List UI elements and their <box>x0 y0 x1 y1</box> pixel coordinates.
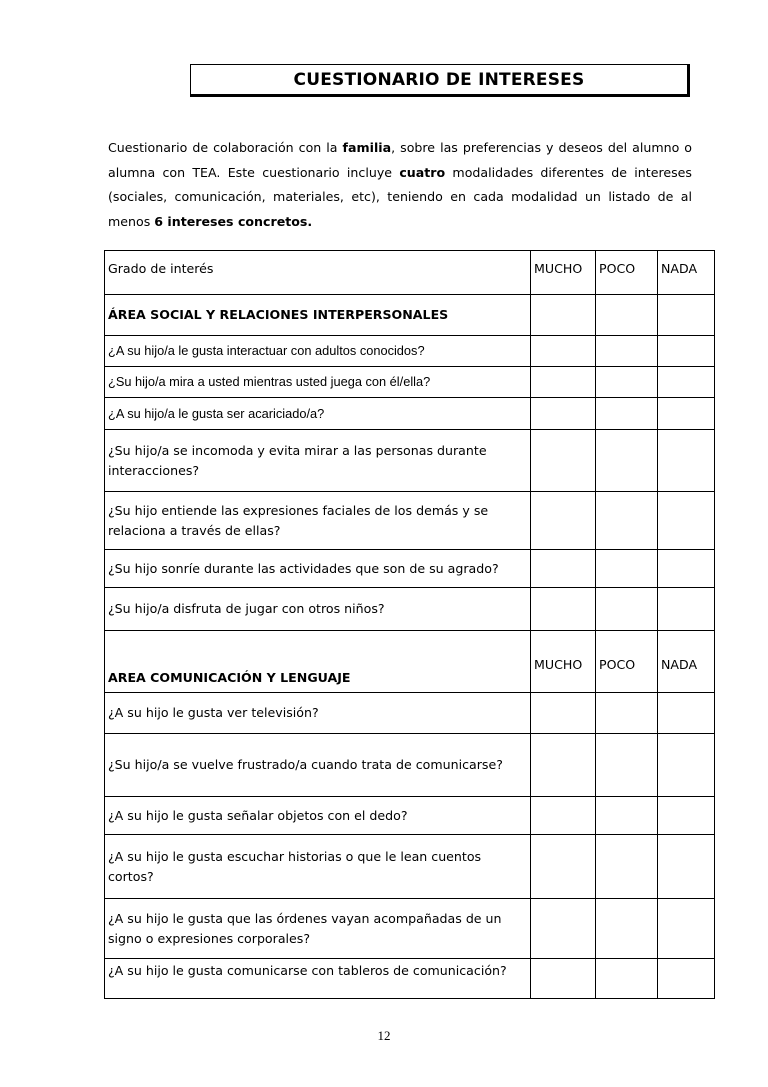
question-text: ¿A su hijo/a le gusta interactuar con adultos conocidos? <box>105 336 531 367</box>
answer-cell-poco[interactable] <box>596 835 658 899</box>
table-row <box>105 835 715 899</box>
answer-cell-poco[interactable] <box>596 430 658 492</box>
section2-nada <box>658 631 715 693</box>
answer-cell-poco[interactable] <box>596 295 658 336</box>
header-mucho: MUCHO <box>531 251 596 295</box>
table-header-row <box>105 251 715 295</box>
answer-cell-mucho[interactable] <box>531 899 596 959</box>
poco-label: POCO <box>599 657 636 672</box>
header-poco: POCO <box>596 251 658 295</box>
answer-cell-mucho[interactable] <box>531 835 596 899</box>
table-row <box>105 367 715 398</box>
intro-text-2: , sobre las preferencias y deseos del alumno o alumna con TEA. Este cuestionario incluye <box>108 140 692 180</box>
header-nada: NADA <box>658 251 715 295</box>
answer-cell-poco[interactable] <box>596 367 658 398</box>
answer-cell-nada[interactable] <box>658 430 715 492</box>
question-text: ¿Su hijo/a se vuelve frustrado/a cuando trata de comunicarse? <box>105 734 531 797</box>
question-text: ¿Su hijo sonríe durante las actividades que son de su agrado? <box>105 550 531 588</box>
question-text: ¿Su hijo/a disfruta de jugar con otros niños? <box>105 588 531 631</box>
section2-poco <box>596 631 658 693</box>
page-title <box>190 64 690 97</box>
question-text: ¿Su hijo entiende las expresiones faciales de los demás y se relaciona a través de ellas? <box>105 492 531 550</box>
intro-bold-3: 6 intereses concretos. <box>154 213 313 229</box>
answer-cell-mucho[interactable] <box>531 295 596 336</box>
answer-cell-nada[interactable] <box>658 797 715 835</box>
answer-cell-nada[interactable] <box>658 367 715 398</box>
table-row <box>105 959 715 999</box>
table-row <box>105 430 715 492</box>
answer-cell-poco[interactable] <box>596 899 658 959</box>
answer-cell-nada[interactable] <box>658 336 715 367</box>
table-row <box>105 797 715 835</box>
answer-cell-mucho[interactable] <box>531 430 596 492</box>
page-number: 12 <box>377 1028 391 1043</box>
answer-cell-mucho[interactable] <box>531 797 596 835</box>
nada-label: NADA <box>661 657 698 672</box>
table-row <box>105 398 715 430</box>
question-text: ¿A su hijo le gusta señalar objetos con el dedo? <box>105 797 531 835</box>
question-text: ¿Su hijo/a se incomoda y evita mirar a las personas durante interacciones? <box>105 430 531 492</box>
section2-mucho <box>531 631 596 693</box>
intro-paragraph <box>108 136 692 234</box>
intro-text-3: modalidades diferentes de intereses (sociales, comunicación, materiales, etc), teniendo en cada modalidad un listado de al menos <box>108 164 692 229</box>
answer-cell-nada[interactable] <box>658 550 715 588</box>
answer-cell-nada[interactable] <box>658 492 715 550</box>
answer-cell-mucho[interactable] <box>531 734 596 797</box>
intro-bold-2: cuatro <box>399 164 446 180</box>
mucho-label: MUCHO <box>534 657 583 672</box>
intro-bold-1: familia <box>342 140 392 155</box>
answer-cell-poco[interactable] <box>596 398 658 430</box>
answer-cell-mucho[interactable] <box>531 492 596 550</box>
table-row <box>105 336 715 367</box>
answer-cell-poco[interactable] <box>596 734 658 797</box>
answer-cell-poco[interactable] <box>596 550 658 588</box>
answer-cell-nada[interactable] <box>658 835 715 899</box>
answer-cell-poco[interactable] <box>596 492 658 550</box>
question-text: ¿A su hijo le gusta ver televisión? <box>105 693 531 734</box>
answer-cell-mucho[interactable] <box>531 336 596 367</box>
title-text: CUESTIONARIO DE INTERESES <box>293 69 585 90</box>
answer-cell-mucho[interactable] <box>531 959 596 999</box>
table-row <box>105 899 715 959</box>
question-text: ¿A su hijo/a le gusta ser acariciado/a? <box>105 398 531 430</box>
questionnaire-table <box>104 250 715 999</box>
answer-cell-nada[interactable] <box>658 693 715 734</box>
intro-text-1: Cuestionario de colaboración con la <box>108 140 343 155</box>
answer-cell-nada[interactable] <box>658 398 715 430</box>
section-row <box>105 295 715 336</box>
section1-title: ÁREA SOCIAL Y RELACIONES INTERPERSONALES <box>105 295 531 336</box>
answer-cell-poco[interactable] <box>596 693 658 734</box>
table-row <box>105 693 715 734</box>
answer-cell-mucho[interactable] <box>531 398 596 430</box>
answer-cell-nada[interactable] <box>658 959 715 999</box>
answer-cell-mucho[interactable] <box>531 550 596 588</box>
section2-title: AREA COMUNICACIÓN Y LENGUAJE <box>105 631 531 693</box>
answer-cell-nada[interactable] <box>658 899 715 959</box>
answer-cell-nada[interactable] <box>658 588 715 631</box>
table-row <box>105 492 715 550</box>
answer-cell-mucho[interactable] <box>531 693 596 734</box>
question-text: ¿A su hijo le gusta escuchar historias o que le lean cuentos cortos? <box>105 835 531 899</box>
question-text: ¿Su hijo/a mira a usted mientras usted juega con él/ella? <box>105 367 531 398</box>
table-row <box>105 588 715 631</box>
answer-cell-poco[interactable] <box>596 336 658 367</box>
answer-cell-poco[interactable] <box>596 959 658 999</box>
question-text: ¿A su hijo le gusta que las órdenes vayan acompañadas de un signo o expresiones corporales? <box>105 899 531 959</box>
answer-cell-poco[interactable] <box>596 797 658 835</box>
answer-cell-nada[interactable] <box>658 295 715 336</box>
answer-cell-poco[interactable] <box>596 588 658 631</box>
section-row <box>105 631 715 693</box>
answer-cell-mucho[interactable] <box>531 588 596 631</box>
header-label: Grado de interés <box>105 251 531 295</box>
table-row <box>105 734 715 797</box>
answer-cell-mucho[interactable] <box>531 367 596 398</box>
question-text: ¿A su hijo le gusta comunicarse con tableros de comunicación? <box>105 959 531 999</box>
answer-cell-nada[interactable] <box>658 734 715 797</box>
table-row <box>105 550 715 588</box>
